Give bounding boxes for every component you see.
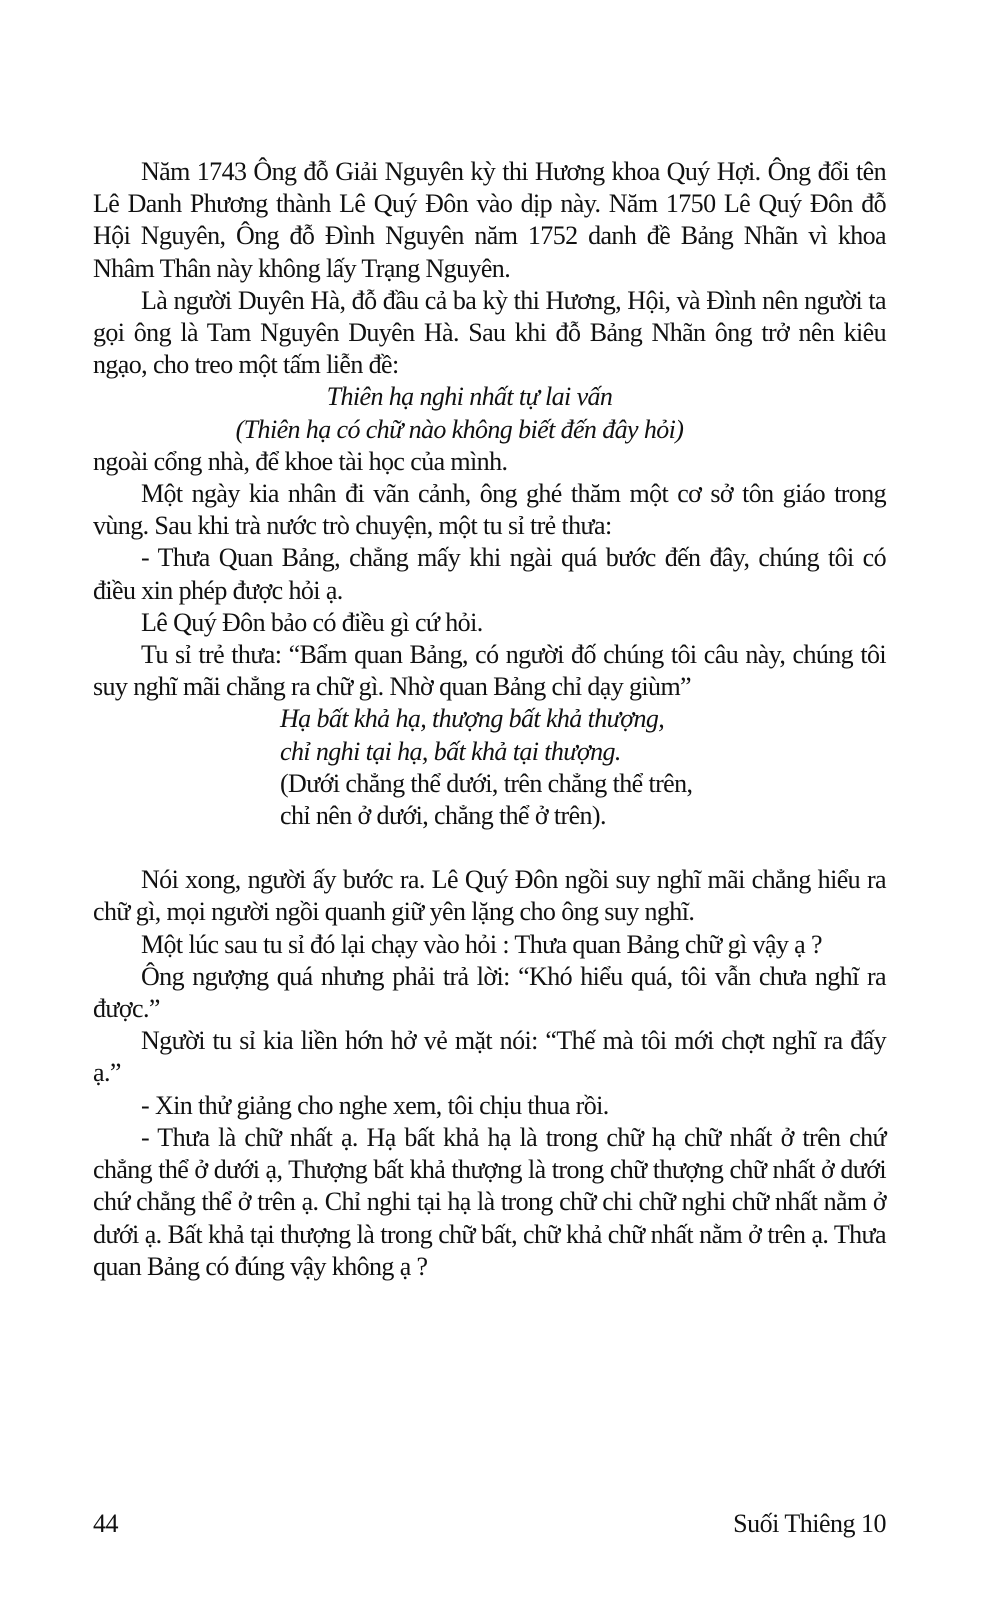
- paragraph: - Thưa Quan Bảng, chẳng mấy khi ngài quá bước đến đây, chúng tôi có điều xin phép được hỏi ạ.: [93, 543, 886, 605]
- page-footer: [93, 1509, 886, 1539]
- page-body: [93, 156, 886, 1283]
- paragraph: Là người Duyên Hà, đỗ đầu cả ba kỳ thi Hương, Hội, và Đình nên người ta gọi ông là Tam Nguyên Duyên Hà. Sau khi đỗ Bảng Nhãn ông trở nên kiêu ngạo, cho treo một tấm liễn đề:: [93, 285, 886, 380]
- riddle-translation-line: (Dưới chẳng thể dưới, trên chẳng thể trên,: [280, 768, 693, 798]
- paragraph: - Xin thử giảng cho nghe xem, tôi chịu thua rồi.: [141, 1090, 609, 1120]
- paragraph: Năm 1743 Ông đỗ Giải Nguyên kỳ thi Hương khoa Quý Hợi. Ông đổi tên Lê Danh Phương thành Lê Quý Đôn vào dịp này. Năm 1750 Lê Quý Đôn đỗ Hội Nguyên, Ông đỗ Đình Nguyên năm 1752 danh đề Bảng Nhãn vì khoa Nhâm Thân này không lấy Trạng Nguyên.: [93, 157, 886, 283]
- paragraph: ngoài cổng nhà, để khoe tài học của mình.: [93, 446, 508, 476]
- couplet-translation: (Thiên hạ có chữ nào không biết đến đây hỏi): [235, 414, 684, 444]
- paragraph: Một lúc sau tu sỉ đó lại chạy vào hỏi : Thưa quan Bảng chữ gì vậy ạ ?: [141, 929, 822, 959]
- paragraph: Ông ngượng quá nhưng phải trả lời: “Khó hiểu quá, tôi vẫn chưa nghĩ ra được.”: [93, 961, 886, 1024]
- riddle-line: chỉ nghi tại hạ, bất khả tại thượng.: [280, 736, 621, 766]
- spacer: [93, 832, 886, 864]
- riddle-translation-line: chỉ nên ở dưới, chẳng thể ở trên).: [280, 801, 606, 831]
- couplet-line: Thiên hạ nghi nhất tự lai vấn: [326, 382, 613, 412]
- riddle-line: Hạ bất khả hạ, thượng bất khả thượng,: [280, 704, 665, 734]
- paragraph: Tu sỉ trẻ thưa: “Bẩm quan Bảng, có người đố chúng tôi câu này, chúng tôi suy nghĩ mãi chẳng ra chữ gì. Nhờ quan Bảng chỉ dạy giùm”: [93, 640, 886, 702]
- paragraph: Người tu sỉ kia liền hớn hở vẻ mặt nói: “Thế mà tôi mới chợt nghĩ ra đấy ạ.”: [93, 1026, 886, 1088]
- paragraph: - Thưa là chữ nhất ạ. Hạ bất khả hạ là trong chữ hạ chữ nhất ở trên chứ chẳng thể ở dưới ạ, Thượng bất khả thượng là trong chữ thượng chữ nhất ở dưới chứ chẳng thể ở trên ạ. Chỉ nghi tại hạ là trong chữ chi chữ nghi chữ nhất nằm ở dưới ạ. Bất khả tại thượng là trong chữ bất, chữ khả chữ nhất nằm ở trên ạ. Thưa quan Bảng có đúng vậy không ạ ?: [93, 1122, 886, 1281]
- page-number: 44: [93, 1509, 118, 1538]
- book-title: Suối Thiêng 10: [733, 1509, 886, 1538]
- riddle-verse: [280, 703, 886, 832]
- paragraph: Nói xong, người ấy bước ra. Lê Quý Đôn ngồi suy nghĩ mãi chẳng hiểu ra chữ gì, mọi người ngồi quanh giữ yên lặng cho ông suy nghĩ.: [93, 865, 886, 927]
- paragraph: Một ngày kia nhân đi vãn cảnh, ông ghé thăm một cơ sở tôn giáo trong vùng. Sau khi trà nước trò chuyện, một tu sỉ trẻ thưa:: [93, 479, 886, 541]
- paragraph: Lê Quý Đôn bảo có điều gì cứ hỏi.: [141, 607, 483, 637]
